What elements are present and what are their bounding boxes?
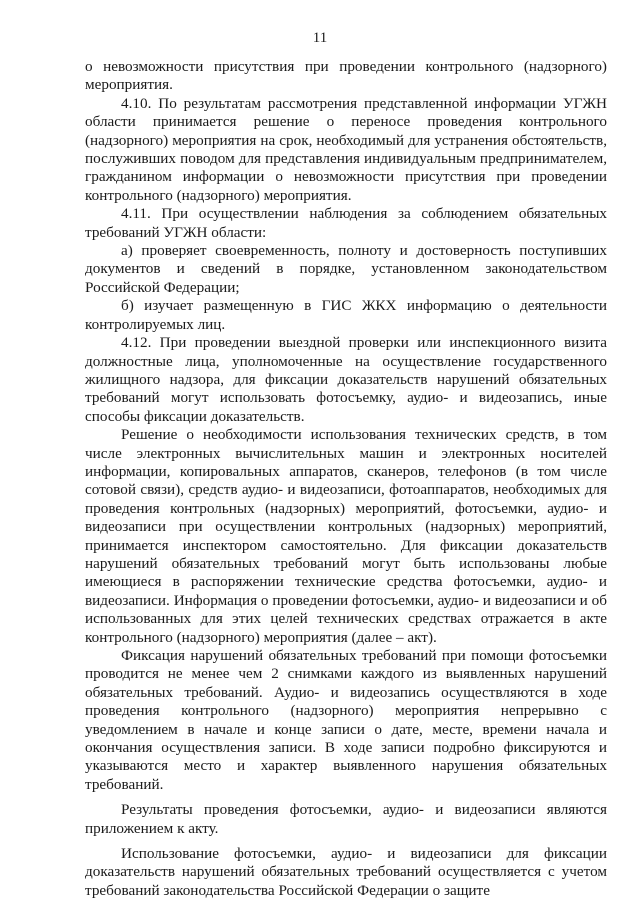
paragraph-4-11-b: б) изучает размещенную в ГИС ЖКХ информацию о деятельности контролируемых лиц. (85, 297, 607, 333)
document-body (85, 58, 607, 900)
paragraph-4-11: 4.11. При осуществлении наблюдения за соблюдением обязательных требований УГЖН области: (85, 205, 607, 241)
paragraph-4-10: 4.10. По результатам рассмотрения представленной информации УГЖН области принимается решение о переносе проведения контрольного (надзорного) мероприятия на срок, необходимый для устранения обстоятельств, послуживших поводом для представления индивидуальным предпринимателем, гражданином информации о невозможности присутствия при проведении контрольного (надзорного) мероприятия. (85, 94, 607, 204)
paragraph-photo-fixation: Фиксация нарушений обязательных требований при помощи фотосъемки проводится не менее чем 2 снимками каждого из выявленных нарушений обязательных требований. Аудио- и видеозапись осуществляются в ходе проведения контрольного (надзорного) мероприятия непрерывно с уведомлением в начале и конце записи о дате, месте, времени начала и окончания осуществления записи. В ходе записи подробно фиксируются и указываются место и характер выявленного нарушения обязательных требований. (85, 647, 607, 793)
paragraph-4-12: 4.12. При проведении выездной проверки или инспекционного визита должностные лица, уполномоченные на осуществление государственного жилищного надзора, для фиксации доказательств нарушений обязательных требований могут использовать фотосъемку, аудио- и видеозапись, иные способы фиксации доказательств. (85, 334, 607, 425)
page-number: 11 (312, 30, 328, 46)
paragraph-results: Результаты проведения фотосъемки, аудио- и видеозаписи являются приложением к акту. (85, 801, 607, 837)
paragraph-usage: Использование фотосъемки, аудио- и видеозаписи для фиксации доказательств нарушений обязательных требований осуществляется с учетом требований законодательства Российской Федерации о защите (85, 845, 607, 899)
paragraph-technical-means: Решение о необходимости использования технических средств, в том числе электронных вычислительных машин и электронных носителей информации, копировальных аппаратов, сканеров, телефонов (в том числе сотовой связи), средств аудио- и видеозаписи, фотоаппаратов, необходимых для проведения контрольных (надзорных) мероприятий, фотосъемки, аудио- и видеозаписи при осуществлении контрольных (надзорных) мероприятий, принимается инспектором самостоятельно. Для фиксации доказательств нарушений обязательных требований могут быть использованы любые имеющиеся в распоряжении технические средства фотосъемки, аудио- и видеозаписи. Информация о проведении фотосъемки, аудио- и видеозаписи и об использованных для этих целей технических средствах отражается в акте контрольного (надзорного) мероприятия (далее – акт). (85, 426, 607, 646)
paragraph-continuation: о невозможности присутствия при проведении контрольного (надзорного) мероприятия. (85, 58, 607, 94)
paragraph-4-11-a: а) проверяет своевременность, полноту и достоверность поступивших документов и сведений в порядке, установленном законодательством Российской Федерации; (85, 242, 607, 296)
